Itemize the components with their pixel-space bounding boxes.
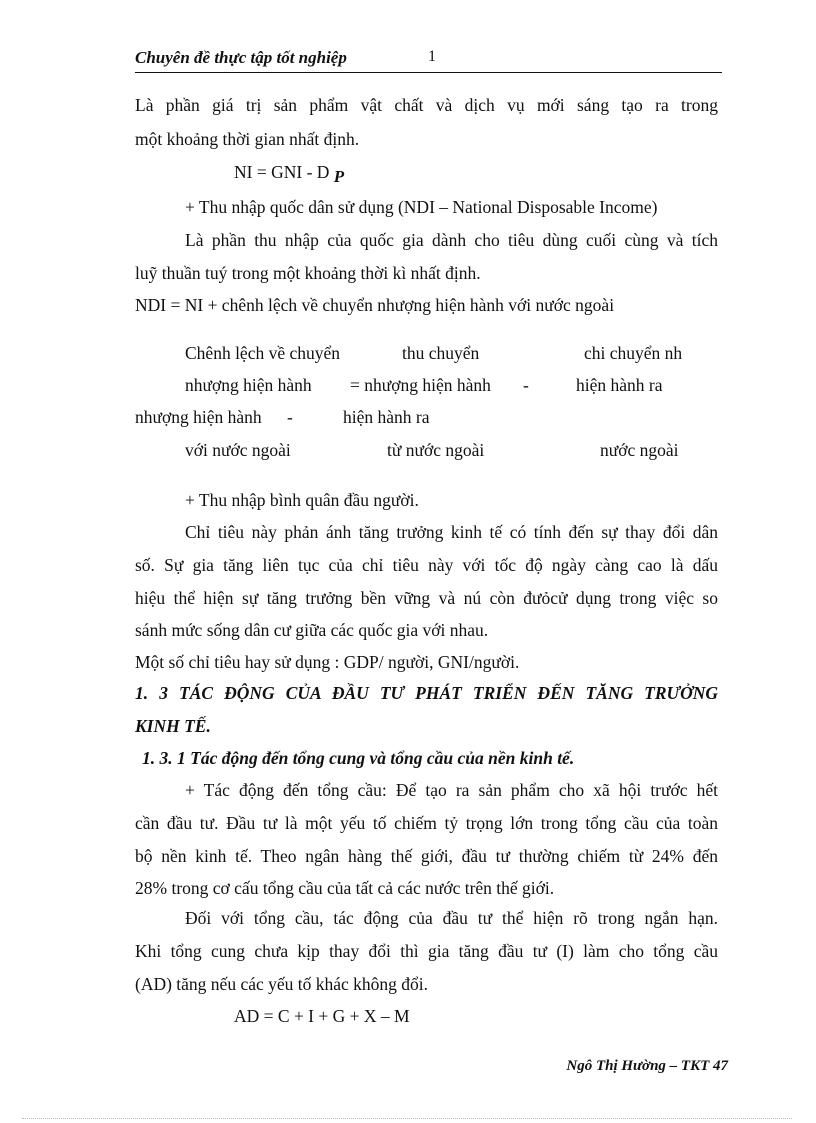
paragraph-line: Một số chỉ tiêu hay sử dụng : GDP/ người, GNI/người.: [135, 652, 520, 672]
paragraph-line: hiệu thể hiện sự tăng trưởng bền vững và nú còn đưỏcử dụng trong việc so: [135, 588, 718, 608]
table-cell: -: [523, 375, 529, 395]
paragraph-line: một khoảng thời gian nhất định.: [135, 129, 360, 149]
table-cell: hiện hành ra: [343, 407, 430, 427]
formula-ni-main: NI = GNI - D: [234, 162, 330, 182]
formula-ni-subscript: P: [333, 167, 345, 186]
header-title: Chuyên đề thực tập tốt nghiệp: [135, 48, 347, 67]
paragraph-line: + Tác động đến tổng cầu: Để tạo ra sản phẩm cho xã hội trước hết: [185, 780, 718, 800]
paragraph-line: Đối với tổng cầu, tác động của đầu tư thể hiện rõ trong ngắn hạn.: [185, 908, 718, 928]
table-cell: nhượng hiện hành: [185, 375, 312, 395]
table-cell: Chênh lệch về chuyển: [185, 343, 341, 363]
section-heading: 1. 3 TÁC ĐỘNG CỦA ĐẦU TƯ PHÁT TRIỂN ĐẾN TĂNG TRƯỞNG: [135, 683, 718, 703]
section-heading-cont: KINH TẾ.: [135, 716, 211, 736]
table-cell: nhượng hiện hành: [135, 407, 262, 427]
paragraph-line: cần đầu tư. Đầu tư là một yếu tố chiếm tỷ trọng lớn trong tổng cầu của toàn: [135, 813, 718, 833]
paragraph-line: sánh mức sống dân cư giữa các quốc gia với nhau.: [135, 620, 489, 640]
paragraph-line: Là phần thu nhập của quốc gia dành cho tiêu dùng cuối cùng và tích: [185, 230, 718, 250]
table-cell: chi chuyển nh: [584, 343, 683, 363]
table-cell: = nhượng hiện hành: [350, 375, 491, 395]
paragraph-line: + Thu nhập bình quân đầu người.: [185, 490, 419, 510]
paragraph-line: + Thu nhập quốc dân sử dụng (NDI – National Disposable Income): [185, 197, 658, 217]
formula-ni: [234, 162, 345, 186]
paragraph-line: 28% trong cơ cấu tổng cầu của tất cả các nước trên thế giới.: [135, 878, 555, 898]
paragraph-line: số. Sự gia tăng liên tục của chỉ tiêu này với tốc độ ngày càng cao là dấu: [135, 555, 718, 575]
paragraph-line: luỹ thuần tuý trong một khoảng thời kì nhất định.: [135, 263, 481, 283]
page-bottom-border: [22, 1118, 792, 1119]
header-rule: [135, 72, 722, 73]
subsection-heading: 1. 3. 1 Tác động đến tổng cung và tổng cầu của nền kinh tế.: [142, 748, 575, 768]
paragraph-line: Là phần giá trị sản phẩm vật chất và dịch vụ mới sáng tạo ra trong: [135, 95, 718, 115]
table-cell: từ nước ngoài: [387, 440, 485, 460]
table-cell: thu chuyển: [402, 343, 480, 363]
paragraph-line: NDI = NI + chênh lệch về chuyển nhượng hiện hành với nước ngoài: [135, 295, 615, 315]
paragraph-line: bộ nền kinh tế. Theo ngân hàng thế giới, đầu tư thường chiếm từ 24% đến: [135, 846, 718, 866]
paragraph-line: Chỉ tiêu này phản ánh tăng trưởng kinh tế có tính đến sự thay đổi dân: [185, 522, 718, 542]
table-cell: với nước ngoài: [185, 440, 291, 460]
table-cell: hiện hành ra: [576, 375, 663, 395]
table-cell: nước ngoài: [600, 440, 679, 460]
table-cell: -: [287, 407, 293, 427]
page-number: 1: [428, 48, 436, 65]
formula-ad: AD = C + I + G + X – M: [234, 1006, 410, 1026]
paragraph-line: Khi tổng cung chưa kịp thay đổi thì gia tăng đầu tư (I) làm cho tổng cầu: [135, 941, 718, 961]
footer-author: Ngô Thị Hường – TKT 47: [566, 1058, 728, 1074]
paragraph-line: (AD) tăng nếu các yếu tố khác không đổi.: [135, 974, 429, 994]
